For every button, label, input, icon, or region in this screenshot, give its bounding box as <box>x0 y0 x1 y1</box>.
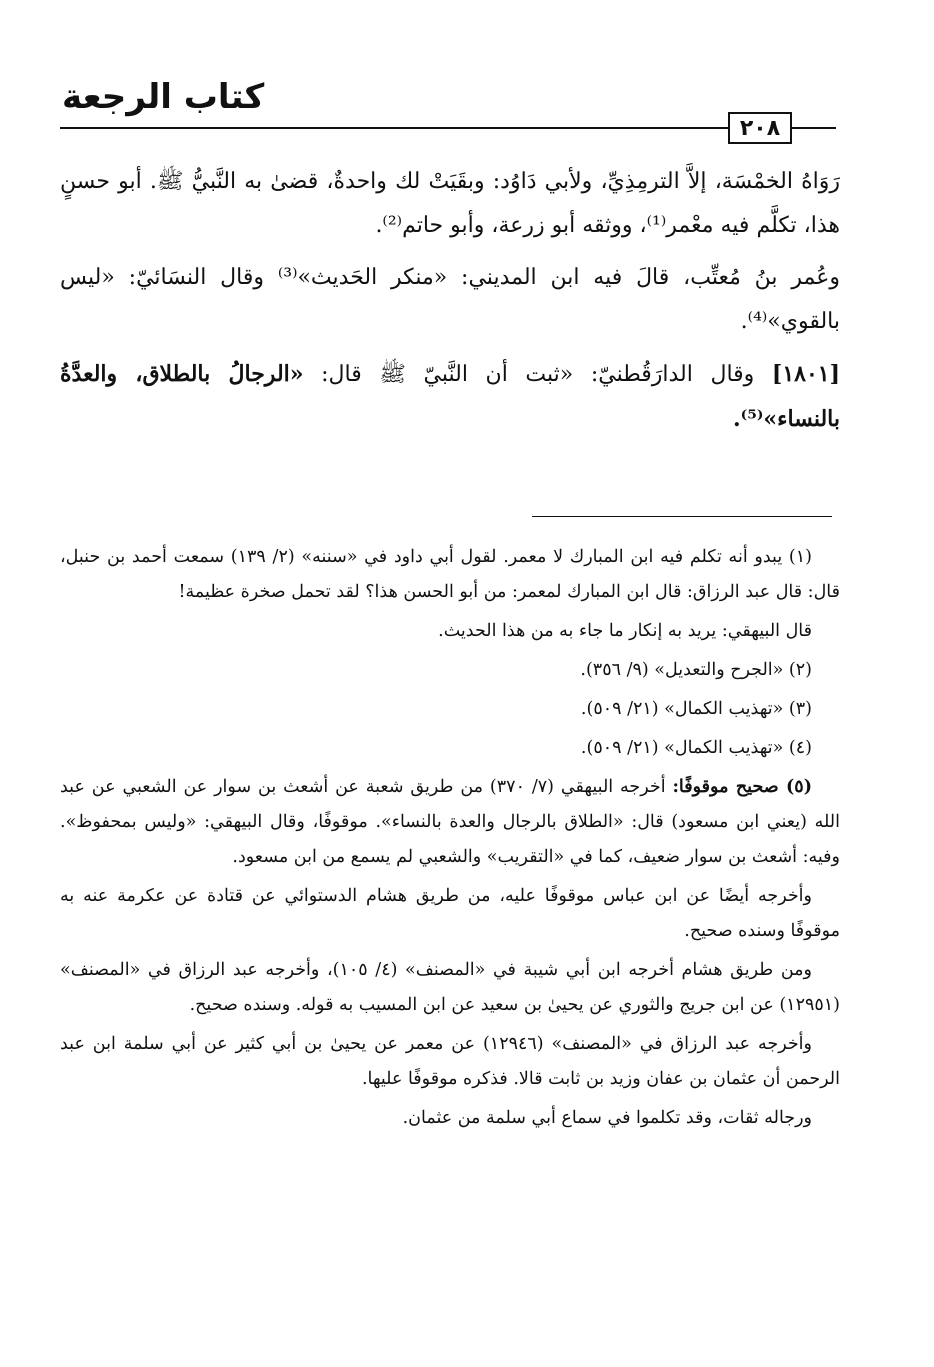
footnote-3: (٣) «تهذيب الكمال» (٢١/ ٥٠٩). <box>580 699 812 719</box>
footnote-4: (٤) «تهذيب الكمال» (٢١/ ٥٠٩). <box>580 738 812 758</box>
paragraph-1: رَوَاهُ الخمْسَة، إلاَّ الترمِذِيِّ، ولأبي دَاوُد: وبقَيَتْ لك واحدةٌ، قضىٰ به النَّبيُّ ﷺ. أبو حسنٍ هذا، تكلَّم فيه معْمر⁽¹⁾، ووثقه أبو زرعة، وأبو حاتم⁽²⁾. <box>60 169 840 238</box>
page-title: كتاب الرجعة <box>62 77 265 117</box>
footnote-5-para-5: ورجاله ثقات، وقد تكلموا في سماع أبي سلمة من عثمان. <box>402 1108 812 1128</box>
footnote-5-para-4: وأخرجه عبد الرزاق في «المصنف» (١٢٩٤٦) عن معمر عن يحيىٰ بن أبي كثير عن أبي سلمة ابن عبد الرحمن أن عثمان بن عفان وزيد بن ثابت قالا. فذكره موقوفًا عليها. <box>60 1034 840 1089</box>
main-text <box>60 160 840 450</box>
footnote-1: (١) يبدو أنه تكلم فيه ابن المبارك لا معمر. لقول أبي داود في «سننه» (٢/ ١٣٩) سمعت أحمد بن حنبل، قال: قال عبد الرزاق: قال ابن المبارك لمعمر: من أبو الحسن هذا؟ لقد تحمل صخرة عظيمة! <box>60 547 840 602</box>
paragraph-2: وعُمر بنُ مُعتِّب، قالَ فيه ابن المديني: «منكر الحَديث»⁽³⁾ وقال النسَائيّ: «ليس بالقوي»⁽⁴⁾. <box>60 265 840 334</box>
footnote-5-label: (٥) صحيح موقوفًا: <box>672 777 812 797</box>
footnote-5-para-3: ومن طريق هشام أخرجه ابن أبي شيبة في «المصنف» (٤/ ١٠٥)، وأخرجه عبد الرزاق في «المصنف» (١٢٩٥١) عن ابن جريج والثوري عن يحيىٰ بن سعيد عن ابن المسيب به قوله. وسنده صحيح. <box>60 960 840 1015</box>
paragraph-3-text: وقال الدارَقُطنيّ: «ثبت أن النَّبيّ ﷺ قال: <box>321 362 755 387</box>
hadith-text: «الرجالُ بالطلاق، والعدَّةُ بالنساء»⁽⁵⁾. <box>60 361 840 432</box>
header-rule <box>60 127 812 129</box>
footnote-1-continued: قال البيهقي: يريد به إنكار ما جاء به من هذا الحديث. <box>438 621 812 641</box>
footnote-divider <box>532 516 832 517</box>
footnote-2: (٢) «الجرح والتعديل» (٩/ ٣٥٦). <box>580 660 812 680</box>
footnote-5-para-2: وأخرجه أيضًا عن ابن عباس موقوفًا عليه، من طريق هشام الدستوائي عن قتادة عن عكرمة عنه به موقوفًا وسنده صحيح. <box>60 886 840 941</box>
footnotes <box>60 540 840 1140</box>
page-number: ٢٠٨ <box>728 112 792 144</box>
paragraph-3 <box>60 352 840 442</box>
entry-number: [١٨٠١] <box>771 361 841 387</box>
footnote-5 <box>60 770 840 875</box>
header-rule-right <box>790 127 836 129</box>
footnote-5-text: أخرجه البيهقي (٧/ ٣٧٠) من طريق شعبة عن أشعث بن سوار عن الشعبي عن عبد الله (يعني ابن مسعود) قال: «الطلاق بالرجال والعدة بالنساء». موقوفًا، وقال البيهقي: «وليس بمحفوظ». وفيه: أشعث بن سوار ضعيف، كما في «التقريب» والشعبي لم يسمع من ابن مسعود. <box>60 777 840 867</box>
